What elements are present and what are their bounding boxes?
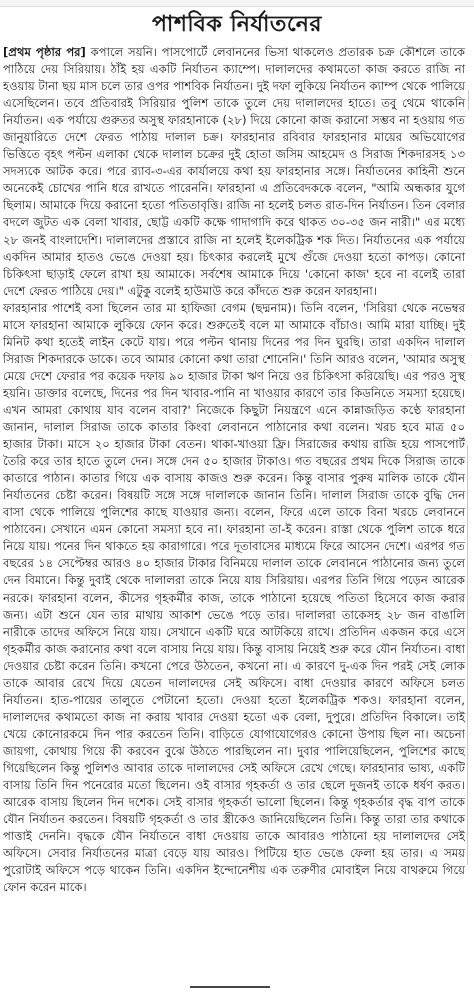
- article-body: [3, 44, 465, 984]
- adjacent-column-edge: [467, 445, 473, 865]
- article-paragraph: [3, 300, 465, 897]
- continued-from-tag: [প্রথম পৃষ্ঠার পর]: [3, 45, 86, 59]
- paragraph-text: ফারহানার পাশেই বসা ছিলেন তার মা হাফিজা বেগম (ছদ্মনাম)। তিনি বলেন, 'সিরিয়া থেকে নভেম্বর মাসে ফারহানা আমাকে লুকিয়ে ফোন করে। শুরুতেই বলে মা আমাকে বাঁচাও। আমি মারা যাচ্ছি। দুই মিনিট কথা হতেই লাইন কেটে যায়। পরে পল্টন থানায় দিনের পর দিন ঘুরছি। তারা একদিন দালাল সিরাজ শিকদারকে ডাকে। তবে আমার কোনো কথা তারা শোনেনি।' তিনি আরও বলেন, 'আমার অসুস্থ মেয়ে দেশে ফেরার পর কয়েক দফায় ৯০ হাজার টাকা ঋণ নিয়ে ওর চিকিৎসা করিয়েছি। এর পরও সুস্থ হয়নি। ডাক্তার বলেছে, দিনের পর দিন খাবার-পানি না খাওয়ার কারণে তার কিডনিতে সমস্যা হয়েছে। এখন আমরা কোথায় যাব বলেন বাবা?' নিজেকে কিছুটা নিয়ন্ত্রণে এনে কান্নাজড়িত কণ্ঠে ফারহানা জানান, দালাল সিরাজ তাকে কাতার কিংবা লেবাননে পাঠানোর কথা বলেন। খরচ হবে মাত্র ৫০ হাজার টাকা। মাসে ২০ হাজার টাকা বেতন। থাকা-খাওয়া ফ্রি। সিরাজের কথায় রাজি হয়ে পাসপোর্ট তৈরি করে তার হাতে তুলে দেন। সঙ্গে দেন ৫০ হাজার টাকাও। গত বছরের প্রথম দিকে সিরাজ তাকে কাতারে পাঠান। কাতার গিয়ে এক বাসায় কাজও শুরু করেন। কিন্তু বাসার পুরুষ মালিক তাকে যৌন নির্যাতনের চেষ্টা করেন। বিষয়টি সঙ্গে সঙ্গে দালালকে জানান তিনি। দালাল সিরাজ তাকে বুদ্ধি দেন বাসা থেকে পালিয়ে পুলিশের কাছে যাওয়ার জন্য। বলেন, ফিরে এলে তাকে বিনা খরচে লেবাননে পাঠাবেন। সেখানে এমন কোনো সমস্যা হবে না। ফারহানা তা-ই করেন। রাস্তা থেকে পুলিশ তাকে ধরে নিয়ে যায়। পনের দিন থাকতে হয় কারাগারে। পরে দূতাবাসের মাধ্যমে ফিরে আসেন দেশে। এরপর গত বছরের ১৪ সেপ্টেম্বর আরও ৪০ হাজার টাকার বিনিময়ে দালাল তাকে লেবাননে পাঠানোর জন্য তুলে দেন বিমানে। কিন্তু দুবাই থেকে দালালরা তাকে নিয়ে যায় সিরিয়ায়। এরপর তিনি গিয়ে পড়েন আরেক নরকে। ফারহানা বলেন, কীসের গৃহকর্মীর কাজ, তাকে পাঠানো হয়েছে পতিতা হিসেবে কাজ করার জন্য। এটা শুনে যেন তার মাথায় আকাশ ভেঙে পড়ে তার। দালালরা তাকেসহ ২৮ জন বাঙালি নারীকে তাদের অফিসে নিয়ে যায়। সেখানে একটি ঘরে আটকিয়ে রাখে। প্রতিদিন একজন করে এসে গৃহকর্মীর কাজ করানোর কথা বলে বাসায় নিয়ে যায়। কিন্তু বাসায় নিয়েই শুরু করে যৌন নির্যাতন। বাধা দেওয়ার চেষ্টা করেন তিনি। কখনো পেরে উঠতেন, কখনো না। এ কারণে দু-এক দিন পরই সেই লোক তাকে আবার রেখে দিয়ে যেতেন দালালদের সেই অফিসে। বাধা দেওয়ার কারণে অফিসে চলত নির্যাতন। হাত-পায়ের তালুতে পেটানো হতো। দেওয়া হতো ইলেকট্রিক শকও। ফারহানা বলেন, দালালদের কথামতো কাজ না করায় খাবার দেওয়া হতো এক বেলা, দুপুরে। প্রতিদিন বিকালে। তাই খেয়ে কোনোরকমে দিন পার করতেন তিনি। বাড়িতে যোগাযোগেরও কোনো উপায় ছিল না। অচেনা জায়গা, কোথায় গিয়ে কী করবেন বুঝে উঠতে পারছিলেন না। দুবার পালিয়েছিলেন, পুলিশের কাছে গিয়েছিলেন কিন্তু পুলিশও আবার তাকে দালালদের সেই অফিসে রেখে গেছে। ফারহানার ভাষ্য, একটি বাসায় তিনি দিন পনেরোর মতো ছিলেন। ওই বাসার গৃহকর্তা ও তার ছেলে দুজনই তাকে ধর্ষণ করত। আরেক বাসায় ছিলেন দিন দশেক। সেই বাসার গৃহকর্তা ভালো ছিলেন। কিন্তু গৃহকর্তার বৃদ্ধ বাপ তাকে যৌন নির্যাতন করতেন। বিষয়টি গৃহকর্তা ও তার স্ত্রীকেও জানিয়েছিলেন তিনি। কিন্তু তারা তার কথাকে পাত্তাই দেননি। বৃদ্ধকে যৌন নির্যাতনে বাধা দেওয়ায় তাকে আবারও পাঠানো হয় দালালদের সেই অফিসে। সেবার নির্যাতনের মাত্রা বেড়ে যায় আরও। পিটিয়ে হাত ভেঙে ফেলা হয় তার। এ সময় পুরোটাই অফিসে পড়ে থাকেন তিনি। একদিন ইন্দোনেশীয় এক তরুণীর মোবাইল নিয়ে বাথরুমে গিয়ে ফোন করেন মাকে।: [3, 300, 465, 895]
- article-headline: পাশবিক নির্যাতনের: [152, 12, 322, 37]
- paragraph-text: কপালে সয়নি। পাসপোর্টে লেবাননের ভিসা থাকলেও প্রতারক চক্র কৌশলে তাকে পাঠিয়ে দেয় সিরিয়ায়। ঠাঁই হয় একটি নির্যাতন ক্যাম্পে। দালালদের কথামতো কাজ করতে রাজি না হওয়ায় টানা ছয় মাস চলে তার ওপর পাশবিক নির্যাতন। দুই দফা লুকিয়ে নির্যাতন ক্যাম্প থেকে পালিয়ে এসেছিলেন। তবে প্রতিবারই সিরিয়ার পুলিশ তাকে তুলে দেয় দালালদের হাতে। তবু থেমে থাকেনি নির্যাতন। এক পর্যায়ে গুরুতর অসুস্থ ফারহানাকে (২৮) দিয়ে কোনো কাজ করানো সম্ভব না হওয়ায় গত জানুয়ারিতে দেশে ফেরত পাঠায় দালাল চক্র। ফারহানার রবিবার ফারহানার মায়ের অভিযোগের ভিত্তিতে বৃহৎ পল্টন এলাকা থেকে দালাল চক্রের দুই হোতা জসিম আহমেদ ও সিরাজ শিকদারসহ ১৩ সদস্যকে আটক করে। পরে র‌্যাব-৩-এর কার্যালয়ে কথা হয় ফারহানার সঙ্গে। নির্যাতনের কাহিনী শুনে অনেকেই চোখের পানি ধরে রাখতে পারেননি। ফারহানা এ প্রতিবেদককে বলেন, "আমি অন্ধকার যুগে ছিলাম। আমাকে দিয়ে করানো হতো পতিতাবৃত্তি। রাজি না হলেই চলত রাত-দিন নির্যাতন। তিন বেলার বদলে জুটত এক বেলা খাবার, ছোট্ট একটি কক্ষে গাদাগাদি করে থাকত ৩০-৩৫ জন নারী।" এর মধ্যে ২৮ জনই বাংলাদেশি। দালালদের প্রস্তাবে রাজি না হলেই ইলেকট্রিক শক দিত। নির্যাতনের এক পর্যায়ে একদিন আমার হাতও ভেঙে দেওয়া হয়। চিৎকার করলেই মুখে গুঁজে দেওয়া হতো কাপড়। কোনো চিকিৎসা ছাড়াই ফেলে রাখা হয় আমাকে। সর্বশেষ আমাকে দিয়ে 'কোনো কাজ' হবে না বলেই তারা দেশে ফেরত পাঠিয়ে দেয়।" এটুকু বলেই হাউমাউ করে কাঁদতে শুরু করেন ফারহানা।: [3, 45, 465, 298]
- article-paragraph: [3, 44, 465, 300]
- top-rule: [0, 0, 474, 7]
- adjacent-column-edge: [468, 90, 473, 110]
- next-headline-fragment: [190, 986, 270, 998]
